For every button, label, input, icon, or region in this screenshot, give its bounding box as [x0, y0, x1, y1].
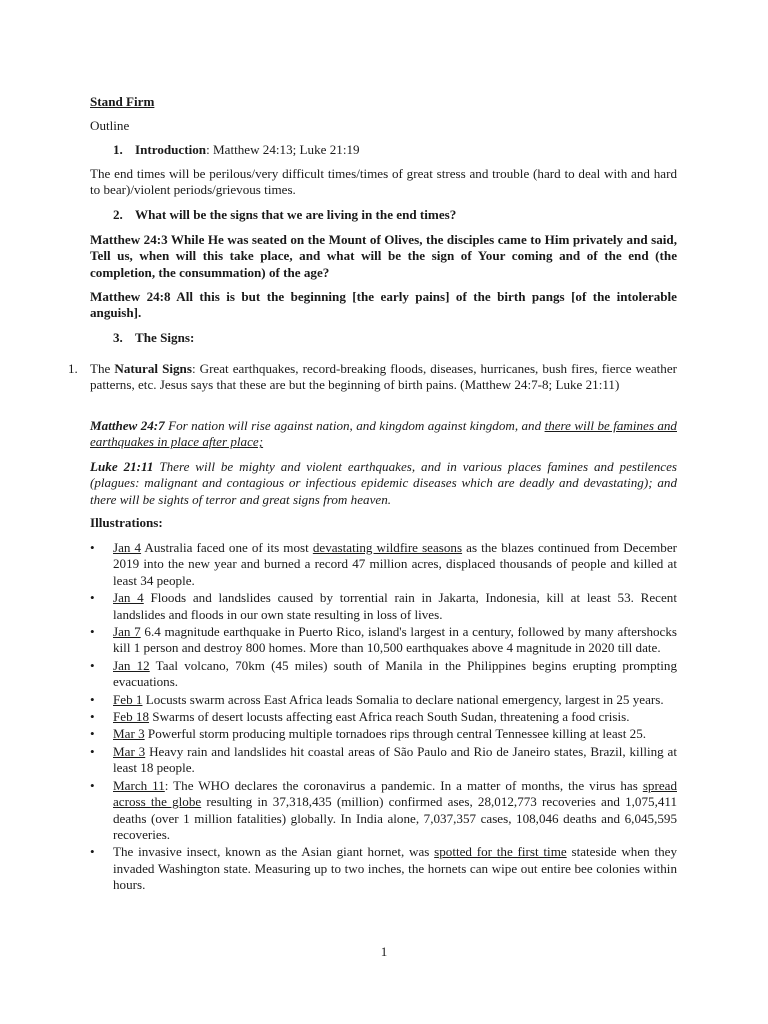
- natural-signs-text: : Great earthquakes, record-breaking floods, diseases, hurricanes, bush fires, fierce weather patterns, etc. Jesus says that these are but the beginning of birth pains. (Matthew 24:7-8; Luke 21:11): [90, 361, 677, 393]
- verse-reference: Matthew 24:7: [90, 418, 165, 433]
- bullet-icon: •: [90, 726, 95, 742]
- list-item: [90, 624, 677, 657]
- event-text-continued: resulting in 37,318,435 (million) confirmed ases, 28,012,773 recoveries and 1,075,411 deaths (over 1 million fatalities) globally. In India alone, 7,037,357 cases, 108,046 deaths and 6,045,595 recoveries.: [113, 794, 678, 842]
- event-date: Feb 1: [113, 691, 143, 707]
- verse-matthew-24-3: Matthew 24:3 While He was seated on the Mount of Olives, the disciples came to Him privately and said, Tell us, when will this take place, and what will be the sign of Your coming and of the end (the completion, the consummation) of the age?: [90, 232, 677, 280]
- natural-signs-paragraph: [90, 361, 677, 394]
- bullet-icon: •: [90, 691, 95, 707]
- event-text-continued: as the blazes continued from December 2019 into the new year and burned a record 47 million acres, displaced thousands of people and killed at least 34 people.: [113, 540, 677, 588]
- bullet-icon: •: [90, 624, 95, 640]
- bullet-icon: •: [90, 743, 95, 759]
- event-text: Taal volcano, 70km (45 miles) south of Manila in the Philippines begins erupting prompting evacuations.: [113, 657, 677, 690]
- event-date: Jan 4: [113, 540, 142, 555]
- event-text: Floods and landslides caused by torrential rain in Jakarta, Indonesia, kill at least 53. Recent landslides and floods in our own state resulting in loss of lives.: [113, 590, 677, 622]
- event-date: Jan 12: [113, 657, 150, 673]
- event-text: Powerful storm producing multiple tornadoes rips through central Tennessee killing at least 25.: [144, 726, 647, 742]
- section-label: What will be the signs that we are living in the end times?: [135, 207, 457, 222]
- section-introduction-heading: [113, 142, 360, 158]
- section-signs-question-heading: [113, 207, 456, 223]
- event-text: Australia faced one of its most: [141, 540, 313, 555]
- list-item: [90, 844, 677, 893]
- event-date: Feb 18: [113, 709, 150, 725]
- intro-paragraph: The end times will be perilous/very difficult times/times of great stress and trouble (hard to deal with and hard to bear)/violent periods/grievous times.: [90, 166, 677, 198]
- event-text: Heavy rain and landslides hit coastal areas of São Paulo and Rio de Janeiro states, Brazil, killing at least 18 people.: [113, 743, 677, 776]
- section-reference: : Matthew 24:13; Luke 21:19: [206, 142, 360, 157]
- verse-text: There will be mighty and violent earthquakes, and in various places famines and pestilences (plagues: malignant and contagious or infectious epidemic diseases which are deadly and devastating); and there will be sights of terror and great signs from heaven.: [90, 459, 677, 507]
- event-date: March 11: [113, 777, 165, 793]
- event-text: : The WHO declares the coronavirus a pandemic. In a matter of months, the virus has: [164, 777, 643, 793]
- event-text: 6.4 magnitude earthquake in Puerto Rico, island's largest in a century, followed by many aftershocks kill 1 person and destroy 800 homes. More than 10,500 earthquakes above 4 magnitude in 2020 till date.: [113, 624, 677, 656]
- event-link[interactable]: spotted for the first time: [434, 844, 567, 860]
- section-number: 2.: [113, 207, 123, 222]
- bullet-icon: •: [90, 540, 95, 555]
- list-item: [90, 540, 677, 589]
- event-text: Swarms of desert locusts affecting east Africa reach South Sudan, threatening a food crisis.: [149, 709, 630, 725]
- list-item: [90, 778, 677, 844]
- section-number: 3.: [113, 330, 123, 345]
- bullet-icon: •: [90, 709, 95, 725]
- verse-reference: Luke 21:11: [90, 459, 154, 474]
- list-item: [90, 658, 677, 691]
- verse-matthew-24-7: [90, 418, 677, 451]
- bullet-icon: •: [90, 657, 95, 673]
- section-number: 1.: [113, 142, 123, 157]
- document-title: Stand Firm: [90, 94, 155, 109]
- verse-luke-21-11: [90, 459, 677, 508]
- page-number: 1: [380, 944, 388, 959]
- bullet-icon: •: [90, 777, 95, 793]
- verse-underlined-text: there will be famines and earthquakes in place after place;: [90, 418, 677, 450]
- list-number: 1.: [68, 361, 78, 376]
- event-link[interactable]: devastating wildfire seasons: [312, 540, 463, 555]
- section-label: Introduction: [135, 142, 207, 157]
- list-item: [90, 709, 677, 725]
- natural-signs-label: Natural Signs: [114, 361, 192, 376]
- list-item: [90, 726, 677, 742]
- event-text: Locusts swarm across East Africa leads Somalia to declare national emergency, largest in 25 years.: [142, 691, 664, 707]
- event-date: Jan 7: [113, 624, 141, 640]
- illustrations-heading: Illustrations:: [90, 515, 163, 530]
- section-label: The Signs:: [135, 330, 195, 345]
- natural-signs-lead: The: [90, 361, 115, 376]
- list-item: [90, 744, 677, 777]
- event-text-continued: stateside when they invaded Washington state. Measuring up to two inches, the hornets can wipe out entire bee colonies within hours.: [113, 844, 678, 893]
- list-item: [90, 692, 677, 708]
- event-date: Jan 4: [113, 590, 144, 606]
- event-text: The invasive insect, known as the Asian giant hornet, was: [113, 844, 435, 860]
- section-signs-heading: [113, 330, 194, 346]
- event-date: Mar 3: [113, 726, 145, 742]
- illustrations-list: [90, 540, 677, 895]
- bullet-icon: •: [90, 590, 95, 606]
- bullet-icon: •: [90, 844, 95, 860]
- outline-label: Outline: [90, 118, 130, 133]
- event-date: Mar 3: [113, 743, 146, 759]
- event-link[interactable]: spread across the globe: [113, 777, 677, 810]
- verse-matthew-24-8: Matthew 24:8 All this is but the beginning [the early pains] of the birth pangs [of the intolerable anguish].: [90, 289, 677, 321]
- verse-text: For nation will rise against nation, and kingdom against kingdom, and: [164, 418, 545, 433]
- list-item: [90, 590, 677, 623]
